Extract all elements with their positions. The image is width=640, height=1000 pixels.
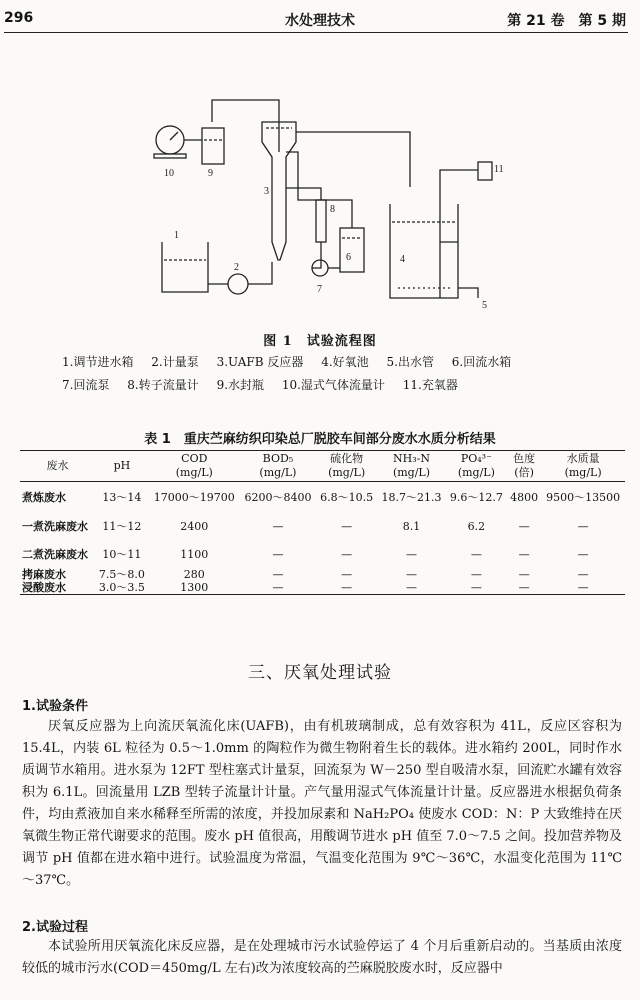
section-title: 三、厌氧处理试验 — [248, 663, 392, 683]
oxygenator-shape — [478, 162, 492, 180]
table-cell: 3.0～3.5 — [98, 581, 145, 594]
table-cell: 4800 — [510, 490, 539, 504]
legend-item: 11.充氧器 — [402, 378, 458, 392]
table-cell: — — [518, 581, 530, 594]
table-cell: — — [405, 581, 417, 594]
table-caption: 表 1 重庆苎麻纺织印染总厂脱胶车间部分废水水质分析结果 — [144, 432, 496, 447]
aerobic-tank-shape — [390, 204, 458, 298]
flow-diagram — [140, 92, 504, 311]
node-label: 2 — [234, 262, 239, 273]
table-cell: — — [518, 519, 530, 533]
table-cell: — — [341, 547, 353, 561]
node-label: 11 — [494, 164, 504, 175]
influent-tank-shape — [162, 242, 208, 292]
legend-item: 7.回流泵 — [62, 378, 110, 392]
node-label: 3 — [264, 186, 269, 197]
table-cell: 13～14 — [102, 490, 142, 504]
table-cell: — — [341, 581, 353, 594]
table-cell: — — [577, 547, 589, 561]
page-header — [0, 6, 640, 30]
body-paragraph: 本试验所用厌氧流化床反应器，是在处理城市污水试验停运了 4 个月后重新启动的。当基质由浓度较低的城市污水(COD＝450mg/L 左右)改为浓度较高的苎麻脱胶废水时，反应器中 — [22, 939, 622, 976]
table-cell: — — [470, 568, 482, 581]
table-cell: — — [405, 568, 417, 581]
table-cell: 18.7～21.3 — [381, 490, 442, 504]
row-name: 煮炼废水 — [22, 490, 66, 504]
row-name: 一煮洗麻废水 — [22, 519, 88, 533]
journal-title: 水处理技术 — [285, 13, 355, 29]
subsection-title: 1.试验条件 — [22, 699, 88, 714]
table-cell: 280 — [183, 568, 205, 581]
table-cell: — — [272, 547, 284, 561]
col-header: NH₃-N (mg/L) — [377, 451, 446, 482]
node-label: 8 — [330, 204, 335, 215]
table-cell: 7.5～8.0 — [98, 568, 145, 581]
col-header: COD (mg/L) — [149, 451, 240, 482]
legend-item: 3.UAFB 反应器 — [216, 355, 304, 369]
table-row — [20, 482, 625, 513]
legend-item: 9.水封瓶 — [216, 378, 265, 392]
table-cell: — — [272, 581, 284, 594]
node-label: 6 — [346, 252, 351, 263]
page-number: 296 — [4, 10, 34, 26]
node-label: 1 — [174, 230, 179, 241]
table-cell: — — [405, 547, 417, 561]
node-label: 9 — [208, 168, 213, 179]
legend-item: 8.转子流量计 — [127, 378, 199, 392]
metering-pump-shape — [228, 274, 248, 294]
table-cell: — — [518, 568, 530, 581]
body-paragraph: 厌氧反应器为上向流厌氧流化床(UAFB)，由有机玻璃制成，总有效容积为 41L，反应区容积为 15.4L，内装 6L 粒径为 0.5～1.0mm 的陶粒作为微生物附着生长的载体。进水箱约 200L，同时作水质调节水箱用。进水泵为 12FT 型柱塞式计量泵，回流泵为 W－250 型自吸清水泵，回流贮水罐有效容积为 6.1L。回流量用 LZB 型转子流量计计量。产气量用湿式气体流量计计量。反应器进水根据负荷条件，均由煮液加自来水稀释至所需的浓度，并投加尿素和 NaH₂PO₄ 使废水 COD：N：P 大致维持在厌氧微生物正常代谢要求的范围。废水 pH 值很高，用酸调节进水 pH 值至 7.0～7.5 之间。投加营养物及调节 pH 值都在进水箱中进行。试验温度为常温，气温变化范围为 9℃～36℃，水温变化范围为 11℃～37℃。 — [22, 719, 623, 888]
water-quality-table — [20, 450, 625, 595]
col-header: BOD₅ (mg/L) — [240, 451, 316, 482]
legend-item: 1.调节进水箱 — [62, 355, 134, 369]
table-cell: — — [577, 581, 589, 594]
table-cell: 9500～13500 — [546, 490, 621, 504]
table-cell: — — [470, 547, 482, 561]
table-cell: 8.1 — [402, 519, 421, 533]
figure-legend — [62, 376, 622, 393]
row-name: 拷麻废水 — [22, 568, 66, 581]
legend-item: 2.计量泵 — [151, 355, 199, 369]
table-cell: 11～12 — [102, 519, 142, 533]
table-cell: 6.8～10.5 — [320, 490, 374, 504]
table-cell: — — [341, 519, 353, 533]
node-label: 5 — [482, 300, 487, 311]
table-cell: 10～11 — [102, 547, 142, 561]
table-cell: — — [577, 519, 589, 533]
table-cell: 6200～8400 — [244, 490, 312, 504]
table-cell: 9.6～12.7 — [449, 490, 503, 504]
figure-caption: 图 1 试验流程图 — [263, 334, 377, 349]
table-cell: 6.2 — [467, 519, 486, 533]
rotameter-shape — [316, 200, 326, 242]
row-name: 浸酸废水 — [22, 581, 66, 594]
table-row — [20, 581, 625, 595]
subsection-title: 2.试验过程 — [22, 920, 88, 935]
col-header: PO₄³⁻ (mg/L) — [446, 451, 507, 482]
node-label: 7 — [317, 284, 322, 295]
col-header: 硫化物 (mg/L) — [316, 451, 377, 482]
table-cell: — — [518, 547, 530, 561]
table-cell: — — [577, 568, 589, 581]
water-seal-bottle-shape — [202, 128, 224, 164]
col-header: 水质量 (mg/L) — [541, 451, 625, 482]
table-cell: — — [272, 568, 284, 581]
table-row — [20, 512, 625, 540]
col-header: 色度 (倍) — [507, 451, 541, 482]
legend-item: 10.湿式气体流量计 — [281, 378, 385, 392]
table-row — [20, 568, 625, 581]
return-tank-shape — [340, 228, 364, 272]
legend-item: 4.好氧池 — [321, 355, 369, 369]
table-cell: 17000～19700 — [153, 490, 235, 504]
col-header: pH — [95, 451, 149, 482]
table-cell: 1100 — [180, 547, 209, 561]
row-name: 二煮洗麻废水 — [22, 547, 88, 561]
legend-item: 5.出水管 — [386, 355, 434, 369]
table-cell: — — [470, 581, 482, 594]
table-cell: — — [272, 519, 284, 533]
legend-item: 6.回流水箱 — [451, 355, 512, 369]
table-row — [20, 540, 625, 568]
header-rule — [4, 32, 628, 33]
volume-issue: 第 21 卷 第 5 期 — [507, 13, 626, 29]
table-cell: — — [341, 568, 353, 581]
table-cell: 1300 — [180, 581, 209, 594]
table-cell: 2400 — [180, 519, 209, 533]
col-header: 废水 — [20, 451, 95, 482]
node-label: 10 — [164, 168, 174, 179]
node-label: 4 — [400, 254, 405, 265]
figure-legend — [62, 353, 622, 370]
